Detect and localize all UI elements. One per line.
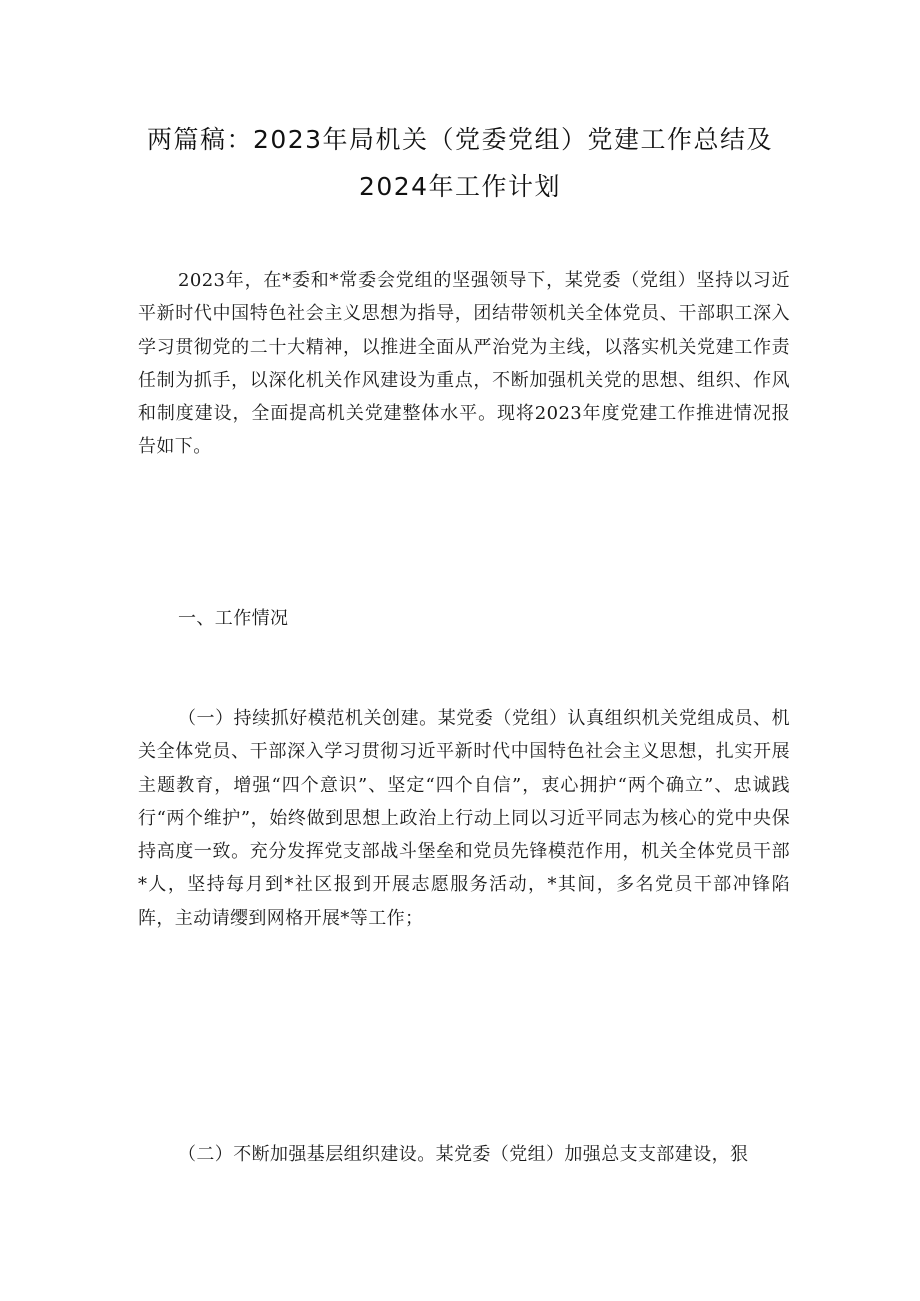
subsection-2-paragraph: （二）不断加强基层组织建设。某党委（党组）加强总支支部建设，狠 [178,1144,749,1165]
section-heading: 一、工作情况 [178,608,289,629]
subsection-1-paragraph: （一）持续抓好模范机关创建。某党委（党组）认真组织机关党组成员、机关全体党员、干部深入学习贯彻习近平新时代中国特色社会主义思想，扎实开展主题教育，增强“四个意识”、坚定“四个自信”，衷心拥护“两个确立”、忠诚践行“两个维护”，始终做到思想上政治上行动上同以习近平同志为核心的党中央保持高度一致。充分发挥党支部战斗堡垒和党员先锋模范作用，机关全体党员干部*人，坚持每月到*社区报到开展志愿服务活动，*其间，多名党员干部冲锋陷阵，主动请缨到网格开展*等工作； [138,708,790,929]
document-title-line-2: 2024年工作计划 [358,172,562,201]
intro-paragraph: 2023年，在*委和*常委会党组的坚强领导下，某党委（党组）坚持以习近平新时代中国特色社会主义思想为指导，团结带领机关全体党员、干部职工深入学习贯彻党的二十大精神，以推进全面从严治党为主线，以落实机关党建工作责任制为抓手，以深化机关作风建设为重点，不断加强机关党的思想、组织、作风和制度建设，全面提高机关党建整体水平。现将2023年度党建工作推进情况报告如下。 [138,270,790,458]
document-title-line-1: 两篇稿：2023年局机关（党委党组）党建工作总结及 [146,125,774,154]
